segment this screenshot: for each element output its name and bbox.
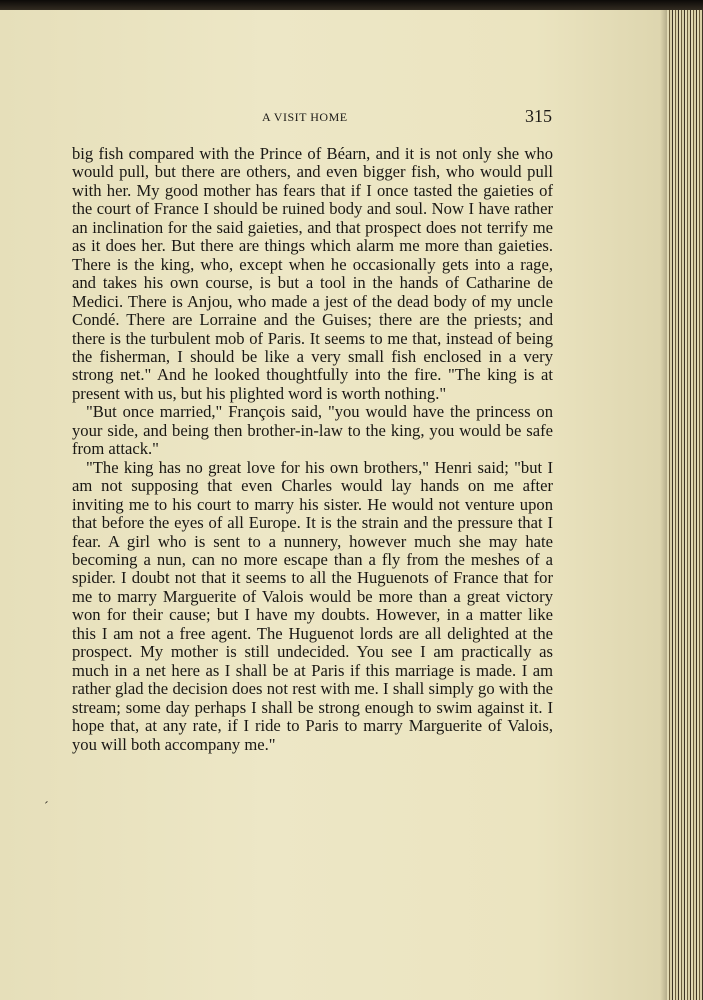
paragraph-3: "The king has no great love for his own brothers," Henri said; "but I am not supposing that even Charles would lay hands on me after inviting me to his court to marry his sister. He would not venture upon that before the eyes of all Europe. It is the strain and the pressure that I fear. A girl who is sent to a nunnery, however much she may hate becoming a nun, can no more escape than a fly from the meshes of a spider. I doubt not that it seems to all the Huguenots of France that for me to marry Marguerite of Valois would be more than a great victory won for their cause; but I have my doubts. However, in a matter like this I am not a free agent. The Huguenot lords are all delighted at the prospect. My mother is still undecided. You see I am practically as much in a net here as I shall be at Paris if this marriage is made. I am rather glad the decision does not rest with me. I shall simply go with the stream; some day perhaps I shall be strong enough to swim against it. I hope that, at any rate, if I ride to Paris to marry Marguerite of Valois, you will both accompany me." xyxy=(72,457,553,754)
running-title: A VISIT HOME xyxy=(262,110,348,124)
margin-tick-mark: ´ xyxy=(44,800,49,815)
page-edge-stack xyxy=(667,10,703,1000)
body-text xyxy=(72,145,553,754)
paragraph-1: big fish compared with the Prince of Béarn, and it is not only she who would pull, but there are others, and even bigger fish, who would pull with her. My good mother has fears that if I once tasted the gaieties of the court of France I should be ruined body and soul. Now I have rather an inclination for the said gaieties, and that prospect does not terrify me as it does her. But there are things which alarm me more than gaieties. There is the king, who, except when he occasionally gets into a rage, and takes his own course, is but a tool in the hands of Catharine de Medici. There is Anjou, who made a jest of the dead body of my uncle Condé. There are Lorraine and the Guises; there are the priests; and there is the turbulent mob of Paris. It seems to me that, instead of being the fisherman, I should be like a very small fish enclosed in a very strong net." And he looked thoughtfully into the fire. "The king is at present with us, but his plighted word is worth nothing." xyxy=(72,144,553,403)
paragraph-2: "But once married," François said, "you would have the princess on your side, and being then brother-in-law to the king, you would be safe from attack." xyxy=(72,402,553,459)
running-header xyxy=(70,108,552,128)
page-number: 315 xyxy=(525,106,552,126)
